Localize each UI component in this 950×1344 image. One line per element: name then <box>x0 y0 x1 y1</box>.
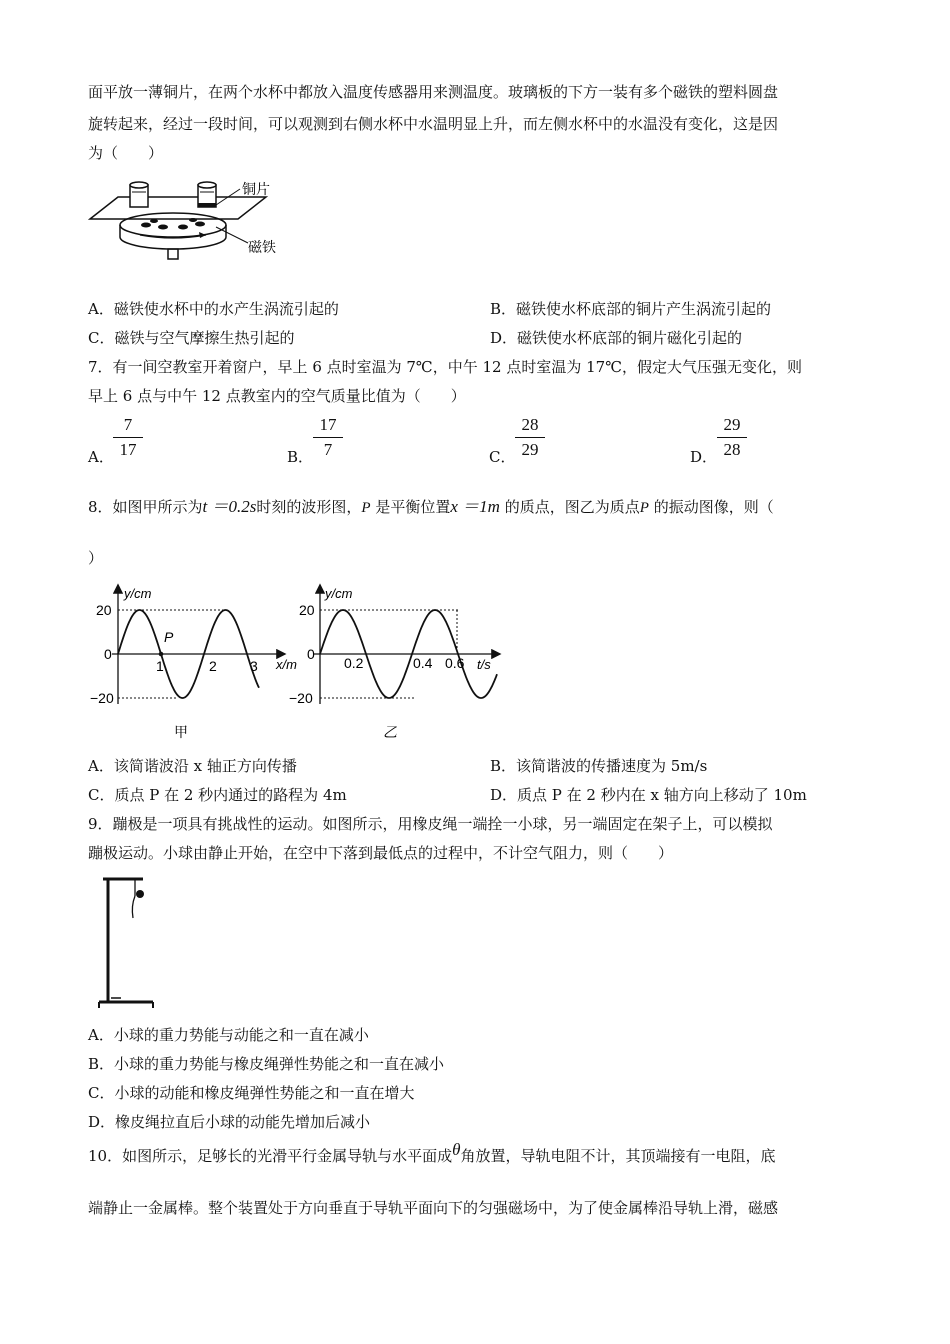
q8-time-expression: t ＝0.2s <box>202 497 257 516</box>
yi-x-tick-1: 0.2 <box>344 655 364 671</box>
q7-text-line2: 早上 6 点与中午 12 点教室内的空气质量比值为（ ） <box>88 387 466 405</box>
q7-option-d-fraction <box>717 414 747 461</box>
denominator: 28 <box>723 440 741 459</box>
q8-option-a: A．该简谐波沿 x 轴正方向传播 <box>88 757 297 775</box>
q7-option-a-fraction <box>113 414 143 461</box>
q6-text-line3: 为（ ） <box>88 144 164 162</box>
q9-text-line2: 蹦极运动。小球由静止开始，在空中下落到最低点的过程中，不计空气阻力，则（ ） <box>88 844 674 862</box>
q8-text-line1 <box>88 497 774 518</box>
jia-y-axis-label <box>123 586 152 601</box>
jia-y-zero-tick: 0 <box>104 646 112 662</box>
q9-option-b: B．小球的重力势能与橡皮绳弹性势能之和一直在减小 <box>88 1055 445 1073</box>
jia-y-axis-text: y/cm <box>124 586 152 601</box>
q8-wave-graph-jia <box>86 582 301 742</box>
yi-y-bottom-tick: −20 <box>289 690 313 706</box>
q8-prefix: 8．如图甲所示为 <box>88 498 203 516</box>
jia-x-tick-1: 1 <box>156 658 164 674</box>
q10-theta: θ <box>452 1140 461 1159</box>
jia-y-top-tick: 20 <box>96 602 112 618</box>
q10-suffix: 角放置，导轨电阻不计，其顶端接有一电阻，底 <box>460 1147 776 1165</box>
q6-text-line1: 面平放一薄铜片，在两个水杯中都放入温度传感器用来测温度。玻璃板的下方一装有多个磁铁的塑料圆盘 <box>88 83 779 101</box>
q8-vibration-graph-yi <box>285 582 505 742</box>
q8-option-b: B．该简谐波的传播速度为 5m/s <box>490 757 708 775</box>
q8-position-expression: x ＝1m <box>450 497 500 516</box>
jia-x-tick-2: 2 <box>209 658 217 674</box>
q8-mid2: 是平衡位置 <box>375 498 451 516</box>
jia-y-bottom-tick: −20 <box>90 690 114 706</box>
q7-text-line1: 7．有一间空教室开着窗户，早上 6 点时室温为 7℃，中午 12 点时室温为 17℃，假定大气压强无变化，则 <box>88 358 802 376</box>
jia-caption: 甲 <box>174 724 188 740</box>
jia-x-tick-3: 3 <box>250 658 258 674</box>
q8-option-d: D．质点 P 在 2 秒内在 x 轴方向上移动了 10m <box>490 786 807 804</box>
denominator: 29 <box>521 440 539 459</box>
q7-option-c-fraction <box>515 414 545 461</box>
q8-suffix: 的振动图像，则（ <box>653 498 774 516</box>
q8-point-p-2: P <box>639 500 649 516</box>
point-p-marker <box>159 652 164 657</box>
q6-option-d: D．磁铁使水杯底部的铜片磁化引起的 <box>490 329 743 347</box>
jia-x-axis-label: x/m <box>276 657 297 672</box>
q10-text-line1 <box>88 1140 776 1166</box>
q9-option-c: C．小球的动能和橡皮绳弹性势能之和一直在增大 <box>88 1084 415 1102</box>
copper-sheet-label: 铜片 <box>242 181 270 197</box>
denominator: 17 <box>119 440 137 459</box>
yi-y-top-tick: 20 <box>299 602 315 618</box>
q8-option-c: C．质点 P 在 2 秒内通过的路程为 4m <box>88 786 347 804</box>
q8-text-line2: ） <box>88 549 104 567</box>
yi-caption: 乙 <box>383 724 397 740</box>
q9-bungee-frame-figure <box>95 874 160 1012</box>
q7-option-b-label: B． <box>287 448 314 466</box>
yi-x-tick-2: 0.4 <box>413 655 433 671</box>
q8-point-p: P <box>361 500 371 516</box>
q10-prefix: 10．如图所示，足够长的光滑平行金属导轨与水平面成 <box>88 1147 453 1165</box>
numerator: 28 <box>521 415 539 434</box>
yi-y-zero-tick: 0 <box>307 646 315 662</box>
q8-mid3: 的质点，图乙为质点 <box>504 498 640 516</box>
numerator: 7 <box>123 415 133 434</box>
denominator: 7 <box>323 440 333 459</box>
yi-y-axis-label: y/cm <box>325 586 353 601</box>
q6-text-line2: 旋转起来，经过一段时间，可以观测到右侧水杯中水温明显上升，而左侧水杯中的水温没有变化，这是因 <box>88 115 779 133</box>
q6-option-b: B．磁铁使水杯底部的铜片产生涡流引起的 <box>490 300 772 318</box>
q7-option-a-label: A． <box>88 448 114 466</box>
q9-text-line1: 9．蹦极是一项具有挑战性的运动。如图所示，用橡皮绳一端拴一小球，另一端固定在架子上，可以模拟 <box>88 815 773 833</box>
q6-eddy-current-figure <box>88 175 288 265</box>
yi-x-tick-3: 0.6 <box>445 655 465 671</box>
yi-x-axis-label: t/s <box>477 657 491 672</box>
q7-option-c-label: C． <box>489 448 516 466</box>
q6-option-a: A．磁铁使水杯中的水产生涡流引起的 <box>88 300 339 318</box>
q6-option-c: C．磁铁与空气摩擦生热引起的 <box>88 329 295 347</box>
q7-option-d-label: D． <box>690 448 718 466</box>
q10-text-line2: 端静止一金属棒。整个装置处于方向垂直于导轨平面向下的匀强磁场中，为了使金属棒沿导轨上滑，磁感 <box>88 1199 779 1217</box>
magnet-label: 磁铁 <box>248 239 276 255</box>
q8-mid1: 时刻的波形图， <box>256 498 362 516</box>
q7-option-b-fraction <box>313 414 343 461</box>
q9-option-d: D．橡皮绳拉直后小球的动能先增加后减小 <box>88 1113 371 1131</box>
q9-option-a: A．小球的重力势能与动能之和一直在减小 <box>88 1026 369 1044</box>
numerator: 17 <box>319 415 337 434</box>
ball <box>136 890 144 898</box>
numerator: 29 <box>723 415 741 434</box>
jia-point-p-label: P <box>164 629 174 645</box>
